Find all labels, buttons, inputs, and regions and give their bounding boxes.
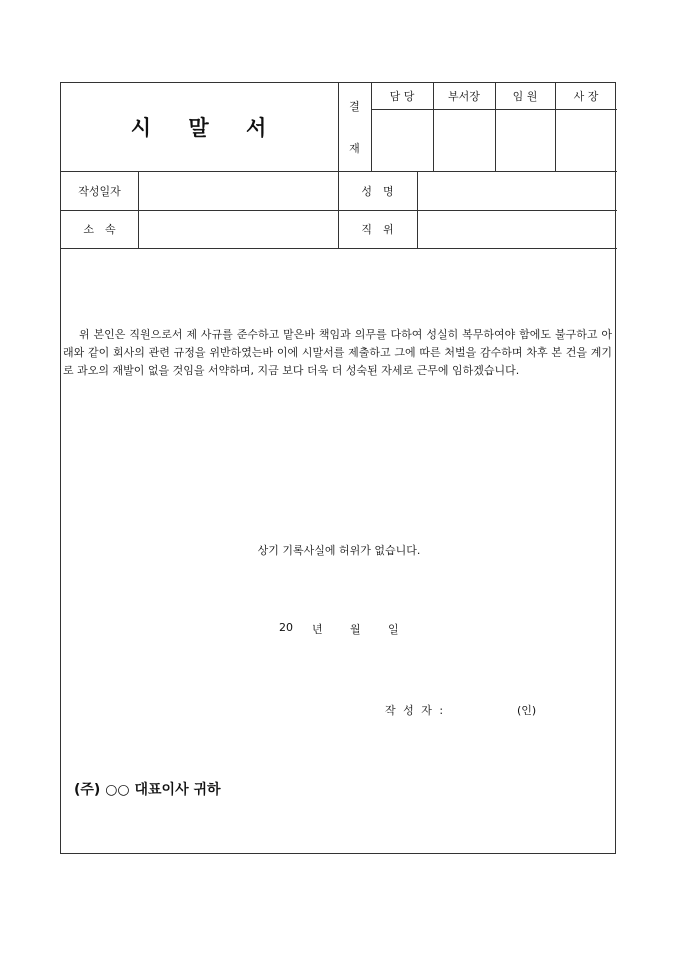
seal-mark: (인) bbox=[517, 704, 537, 717]
divider bbox=[61, 248, 617, 249]
date-month-unit: 월 bbox=[350, 623, 361, 636]
approval-role-president: 사 장 bbox=[573, 90, 599, 103]
date-year: 20 bbox=[279, 621, 293, 634]
approval-label-top: 결 bbox=[349, 100, 360, 113]
document-title: 시 말 서 bbox=[130, 115, 269, 140]
date-label: 작성일자 bbox=[78, 184, 121, 198]
approval-label-bottom: 재 bbox=[349, 142, 360, 155]
name-field[interactable] bbox=[418, 172, 616, 209]
author-signature-field[interactable] bbox=[454, 702, 512, 716]
date-year-unit: 년 bbox=[312, 623, 323, 636]
date-field[interactable] bbox=[139, 172, 337, 209]
resignation-form bbox=[60, 82, 616, 854]
statement-body: 위 본인은 직원으로서 제 사규를 준수하고 맡은바 책임과 의무를 다하여 성실히 복무하여야 함에도 불구하고 아래와 같이 회사의 관련 규정을 위반하였는바 이에 시말서를 제출하고 그에 따른 처벌을 감수하며 차후 본 건을 계기로 과오의 재발이 없을 것임을 서약하며, 지금 보다 더욱 더 성숙된 자세로 근무에 임하겠습니다. bbox=[63, 328, 612, 377]
position-field[interactable] bbox=[418, 211, 616, 247]
approval-sign-box-dept-head[interactable] bbox=[434, 110, 494, 170]
approval-sign-box-executive[interactable] bbox=[496, 110, 554, 170]
name-label: 성 명 bbox=[361, 184, 394, 198]
dept-field[interactable] bbox=[139, 211, 337, 247]
addressee: (주) ○○ 대표이사 귀하 bbox=[74, 782, 221, 798]
approval-role-executive: 임 원 bbox=[512, 90, 538, 103]
confirmation-text: 상기 기록사실에 허위가 없습니다. bbox=[257, 544, 421, 557]
approval-role-dept-head: 부서장 bbox=[448, 90, 480, 103]
date-day-unit: 일 bbox=[388, 623, 399, 636]
approval-sign-box-president[interactable] bbox=[556, 110, 616, 170]
position-label: 직 위 bbox=[361, 223, 394, 236]
approval-sign-box-staff[interactable] bbox=[372, 110, 432, 170]
author-label: 작 성 자 : bbox=[385, 704, 446, 717]
dept-label: 소 속 bbox=[83, 223, 116, 236]
approval-role-staff: 담 당 bbox=[389, 90, 415, 103]
